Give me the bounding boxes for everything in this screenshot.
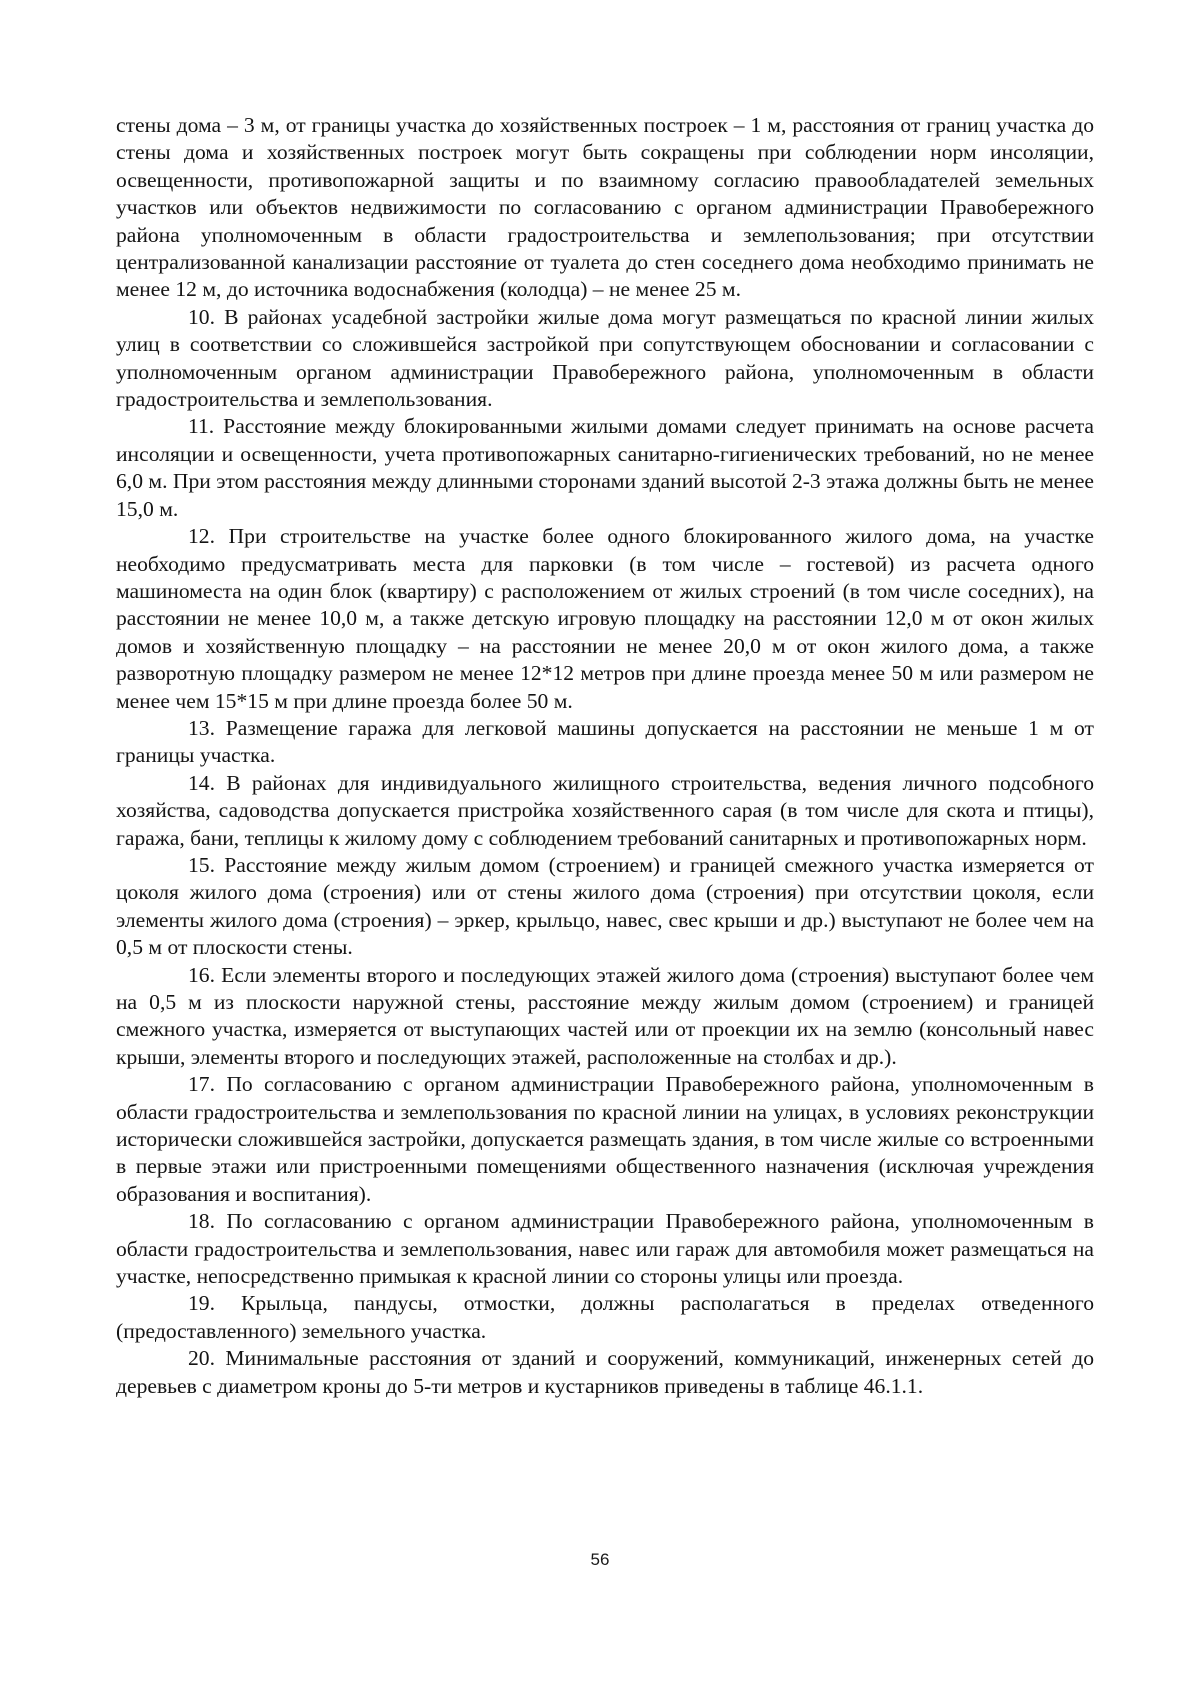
- paragraph-15: 15. Расстояние между жилым домом (строением) и границей смежного участка измеряется от цоколя жилого дома (строения) или от стены жилого дома (строения) при отсутствии цоколя, если элементы жилого дома (строения) – эркер, крыльцо, навес, свес крыши и др.) выступают не более чем на 0,5 м от плоскости стены.: [116, 852, 1094, 960]
- document-page: [116, 112, 1094, 1400]
- paragraph-16: 16. Если элементы второго и последующих этажей жилого дома (строения) выступают более чем на 0,5 м из плоскости наружной стены, расстояние между жилым домом (строением) и границей смежного участка, измеряется от выступающих частей или от проекции их на землю (консольный навес крыши, элементы второго и последующих этажей, расположенные на столбах и др.).: [116, 962, 1094, 1069]
- paragraph-14: 14. В районах для индивидуального жилищного строительства, ведения личного подсобного хозяйства, садоводства допускается пристройка хозяйственного сарая (в том числе для скота и птицы), гаража, бани, теплицы к жилому дому с соблюдением требований санитарных и противопожарных норм.: [116, 770, 1094, 850]
- paragraph-19: 19. Крыльца, пандусы, отмостки, должны располагаться в пределах отведенного (предоставленного) земельного участка.: [116, 1291, 1094, 1343]
- paragraph-13: 13. Размещение гаража для легковой машины допускается на расстоянии не меньше 1 м от границы участка.: [116, 715, 1094, 768]
- paragraph-continuation: стены дома – 3 м, от границы участка до хозяйственных построек – 1 м, расстояния от границ участка до стены дома и хозяйственных построек могут быть сокращены при соблюдении норм инсоляции, освещенности, противопожарной защиты и по взаимному согласию правообладателей земельных участков или объектов недвижимости по согласованию с органом администрации Правобережного района уполномоченным в области градостроительства и землепользования; при отсутствии централизованной канализации расстояние от туалета до стен соседнего дома необходимо принимать не менее 12 м, до источника водоснабжения (колодца) – не менее 25 м.: [116, 113, 1094, 302]
- page-number: 56: [590, 1550, 610, 1569]
- paragraph-10: 10. В районах усадебной застройки жилые дома могут размещаться по красной линии жилых улиц в соответствии со сложившейся застройкой при сопутствующем обосновании и согласовании с уполномоченным органом администрации Правобережного района, уполномоченным в области градостроительства и землепользования.: [116, 304, 1094, 412]
- paragraph-12: 12. При строительстве на участке более одного блокированного жилого дома, на участке необходимо предусматривать места для парковки (в том числе – гостевой) из расчета одного машиноместа на один блок (квартиру) с расположением от жилых строений (в том числе соседних), на расстоянии не менее 10,0 м, а также детскую игровую площадку на расстоянии 12,0 м от окон жилых домов и хозяйственную площадку – на расстоянии не менее 20,0 м от окон жилого дома, а также разворотную площадку размером не менее 12*12 метров при длине проезда менее 50 м или размером не менее чем 15*15 м при длине проезда более 50 м.: [116, 524, 1094, 713]
- paragraph-17: 17. По согласованию с органом администрации Правобережного района, уполномоченным в области градостроительства и землепользования по красной линии на улицах, в условиях реконструкции исторически сложившейся застройки, допускается размещать здания, в том числе жилые со встроенными в первые этажи или пристроенными помещениями общественного назначения (исключая учреждения образования и воспитания).: [116, 1072, 1094, 1206]
- paragraph-18: 18. По согласованию с органом администрации Правобережного района, уполномоченным в области градостроительства и землепользования, навес или гараж для автомобиля может размещаться на участке, непосредственно примыкая к красной линии со стороны улицы или проезда.: [116, 1209, 1094, 1289]
- paragraph-11: 11. Расстояние между блокированными жилыми домами следует принимать на основе расчета инсоляции и освещенности, учета противопожарных санитарно-гигиенических требований, но не менее 6,0 м. При этом расстояния между длинными сторонами зданий высотой 2-3 этажа должны быть не менее 15,0 м.: [116, 414, 1094, 521]
- paragraph-20: 20. Минимальные расстояния от зданий и сооружений, коммуникаций, инженерных сетей до деревьев с диаметром кроны до 5-ти метров и кустарников приведены в таблице 46.1.1.: [116, 1346, 1094, 1398]
